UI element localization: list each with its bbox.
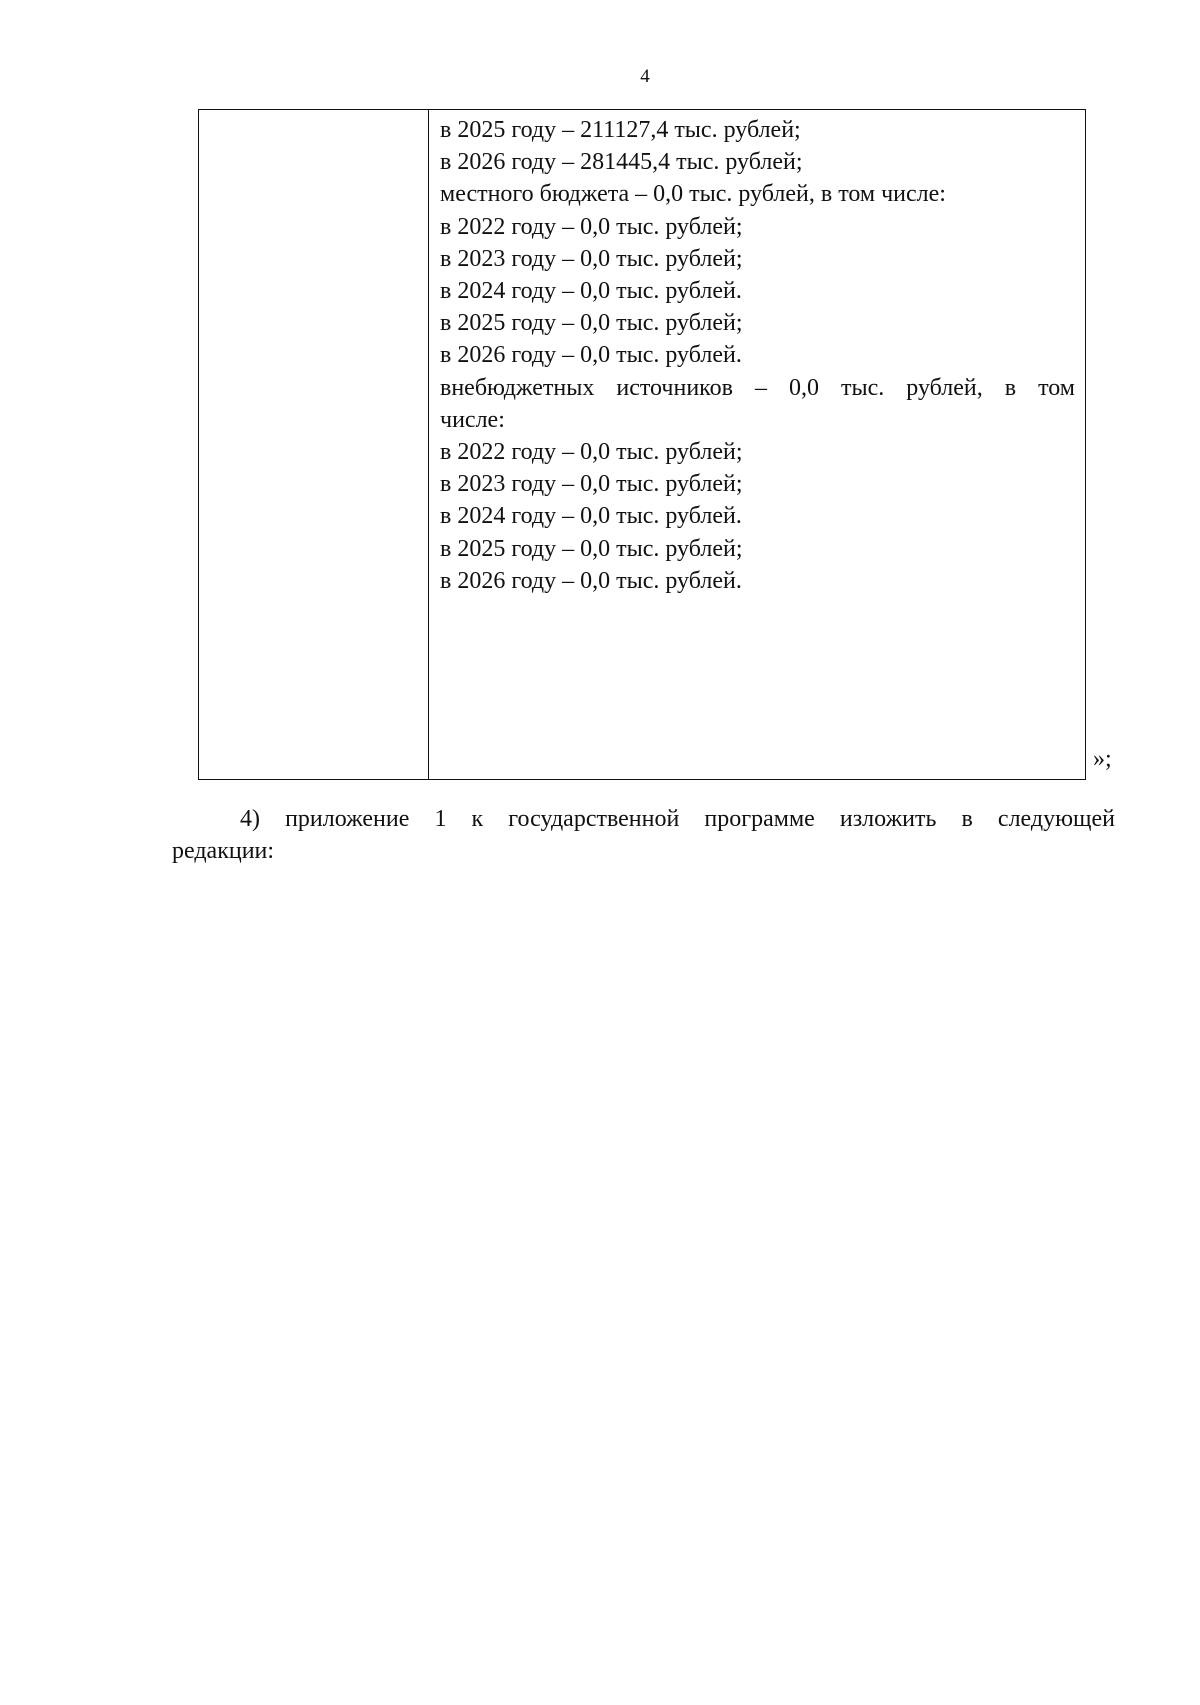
closing-quote-mark: »; xyxy=(1093,746,1112,772)
funding-line: местного бюджета – 0,0 тыс. рублей, в том числе: xyxy=(440,181,946,208)
funding-table xyxy=(198,109,1086,780)
funding-line: в 2023 году – 0,0 тыс. рублей; xyxy=(440,245,743,272)
funding-line: в 2025 году – 211127,4 тыс. рублей; xyxy=(440,117,801,143)
funding-line: в 2026 году – 0,0 тыс. рублей. xyxy=(440,342,742,369)
paragraph-line: 4) приложение 1 к государственной программе изложить в следующей xyxy=(240,806,1115,832)
table-right-cell xyxy=(430,110,1085,779)
amendment-paragraph xyxy=(172,803,1115,867)
funding-line: в 2025 году – 0,0 тыс. рублей; xyxy=(440,310,743,337)
table-left-cell xyxy=(199,110,429,779)
paragraph-line: редакции: xyxy=(172,838,275,864)
funding-line: числе: xyxy=(440,406,505,433)
funding-line: в 2026 году – 0,0 тыс. рублей. xyxy=(440,567,742,594)
funding-line: в 2023 году – 0,0 тыс. рублей; xyxy=(440,471,743,498)
funding-line: в 2024 году – 0,0 тыс. рублей. xyxy=(440,503,742,530)
funding-line: в 2022 году – 0,0 тыс. рублей; xyxy=(440,213,743,240)
funding-line: в 2022 году – 0,0 тыс. рублей; xyxy=(440,439,743,466)
funding-line: в 2024 году – 0,0 тыс. рублей. xyxy=(440,278,742,305)
funding-line: в 2025 году – 0,0 тыс. рублей; xyxy=(440,535,743,562)
funding-line: в 2026 году – 281445,4 тыс. рублей; xyxy=(440,149,803,176)
funding-line: внебюджетных источников – 0,0 тыс. рублей, в том xyxy=(440,374,1075,401)
page-number: 4 xyxy=(640,66,650,87)
